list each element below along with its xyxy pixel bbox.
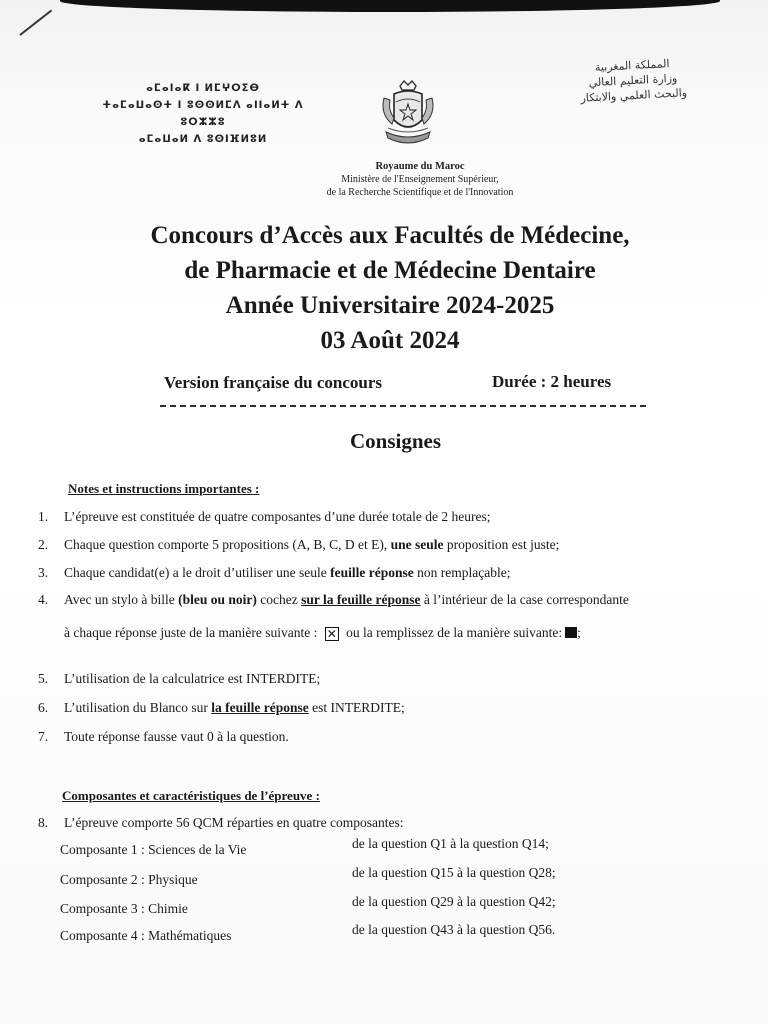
instruction-text: non remplaçable; bbox=[417, 565, 511, 580]
instruction-text: cochez bbox=[260, 592, 298, 607]
instruction-2 bbox=[38, 537, 559, 553]
instruction-text: ou la remplissez de la manière suivante: bbox=[346, 625, 563, 640]
arabic-line-3: والبحث العلمي والابتكار bbox=[580, 86, 688, 105]
composante-4-range: de la question Q43 à la question Q56. bbox=[352, 922, 556, 937]
instruction-text: à l’intérieur de la case correspondante bbox=[423, 592, 629, 607]
instruction-text: Chaque candidat(e) a le droit d’utiliser une seule bbox=[64, 565, 327, 580]
instruction-text: Avec un stylo à bille bbox=[64, 592, 175, 607]
instruction-6 bbox=[38, 700, 405, 716]
instruction-text: est INTERDITE; bbox=[312, 700, 405, 715]
instruction-number: 1. bbox=[38, 509, 49, 524]
instruction-text: L’épreuve est constituée de quatre composantes d’une durée totale de 2 heures; bbox=[64, 509, 491, 524]
title-line-3: Année Universitaire 2024-2025 bbox=[225, 292, 555, 319]
duration-label: Durée : 2 heures bbox=[492, 372, 612, 391]
title-line-1: Concours d’Accès aux Facultés de Médecine, bbox=[150, 222, 630, 249]
title-line-2: de Pharmacie et de Médecine Dentaire bbox=[184, 257, 596, 284]
instruction-text: Toute réponse fausse vaut 0 à la question. bbox=[64, 729, 289, 744]
composante-3-label: Composante 3 : Chimie bbox=[60, 901, 188, 916]
instruction-text: ; bbox=[577, 625, 581, 640]
composantes-heading: Composantes et caractéristiques de l’épreuve : bbox=[62, 788, 320, 803]
tifinagh-line-3: ⴰⵎⴰⵡⴰⵍ ⴷ ⵓⵙⵏⴼⵍⵓⵍ bbox=[138, 134, 268, 145]
instruction-1 bbox=[38, 509, 490, 525]
kingdom-label: Royaume du Maroc bbox=[375, 161, 465, 172]
arabic-header bbox=[527, 53, 739, 109]
composante-4-label: Composante 4 : Mathématiques bbox=[60, 928, 232, 943]
instruction-4 bbox=[38, 592, 629, 608]
instruction-5 bbox=[38, 671, 320, 687]
instruction-text: L’épreuve comporte 56 QCM réparties en quatre composantes: bbox=[64, 815, 404, 830]
tifinagh-line-1: ⴰⵎⴰⵏⴰⴽ ⵏ ⵍⵎⵖⵔⵉⴱ bbox=[146, 83, 260, 94]
consignes-heading: Consignes bbox=[350, 429, 442, 453]
pen-mark bbox=[19, 10, 52, 36]
tifinagh-header bbox=[88, 80, 318, 148]
composante-1-label: Composante 1 : Sciences de la Vie bbox=[60, 842, 247, 857]
instruction-emphasis: une seule bbox=[390, 537, 444, 552]
composante-1-range: de la question Q1 à la question Q14; bbox=[352, 836, 549, 851]
arabic-line-2: وزارة التعليم العالي bbox=[588, 71, 678, 90]
instruction-4-continuation bbox=[64, 625, 581, 641]
instruction-text: Chaque question comporte 5 propositions (A, B, C, D et E), bbox=[64, 537, 388, 552]
instruction-emphasis: (bleu ou noir) bbox=[178, 592, 257, 607]
dashed-divider bbox=[160, 405, 646, 407]
instruction-number: 3. bbox=[38, 565, 49, 580]
version-label: Version française du concours bbox=[164, 373, 383, 392]
instruction-number: 8. bbox=[38, 815, 49, 830]
ministry-line-2: de la Recherche Scientifique et de l'Innovation bbox=[326, 187, 514, 198]
instruction-text: L’utilisation du Blanco sur bbox=[64, 700, 208, 715]
filled-box-icon bbox=[565, 627, 577, 638]
checked-box-icon: ✕ bbox=[326, 627, 337, 641]
ministry-block bbox=[290, 160, 550, 199]
instruction-underlined: sur la feuille réponse bbox=[301, 592, 421, 607]
instruction-number: 2. bbox=[38, 537, 49, 552]
instruction-emphasis: feuille réponse bbox=[330, 565, 414, 580]
exam-title bbox=[70, 218, 710, 358]
arabic-line-1: المملكة المغربية bbox=[594, 57, 670, 74]
title-line-4: 03 Août 2024 bbox=[320, 327, 460, 354]
notes-heading: Notes et instructions importantes : bbox=[68, 481, 260, 496]
moroccan-coat-of-arms-icon bbox=[378, 80, 438, 152]
instruction-8 bbox=[38, 815, 404, 831]
composante-2-range: de la question Q15 à la question Q28; bbox=[352, 865, 556, 880]
instruction-number: 7. bbox=[38, 729, 49, 744]
instruction-number: 5. bbox=[38, 671, 49, 686]
ministry-line-1: Ministère de l'Enseignement Supérieur, bbox=[341, 174, 499, 185]
composante-2-label: Composante 2 : Physique bbox=[60, 872, 198, 887]
instruction-underlined: la feuille réponse bbox=[211, 700, 309, 715]
top-shadow bbox=[60, 0, 720, 12]
composante-3-range: de la question Q29 à la question Q42; bbox=[352, 894, 556, 909]
instruction-text: L’utilisation de la calculatrice est INTERDITE; bbox=[64, 671, 321, 686]
tifinagh-line-2: ⵜⴰⵎⴰⵡⴰⵙⵜ ⵏ ⵓⵙⵙⵍⵎⴷ ⴰⵏⵏⴰⵍⵜ ⴷ ⵓⵔⵣⵣⵓ bbox=[102, 100, 304, 128]
instruction-text: proposition est juste; bbox=[446, 537, 560, 552]
instruction-number: 6. bbox=[38, 700, 49, 715]
instruction-3 bbox=[38, 565, 511, 581]
instruction-7 bbox=[38, 729, 289, 745]
instruction-number: 4. bbox=[38, 592, 49, 607]
instruction-text: à chaque réponse juste de la manière suivante : bbox=[64, 625, 318, 640]
